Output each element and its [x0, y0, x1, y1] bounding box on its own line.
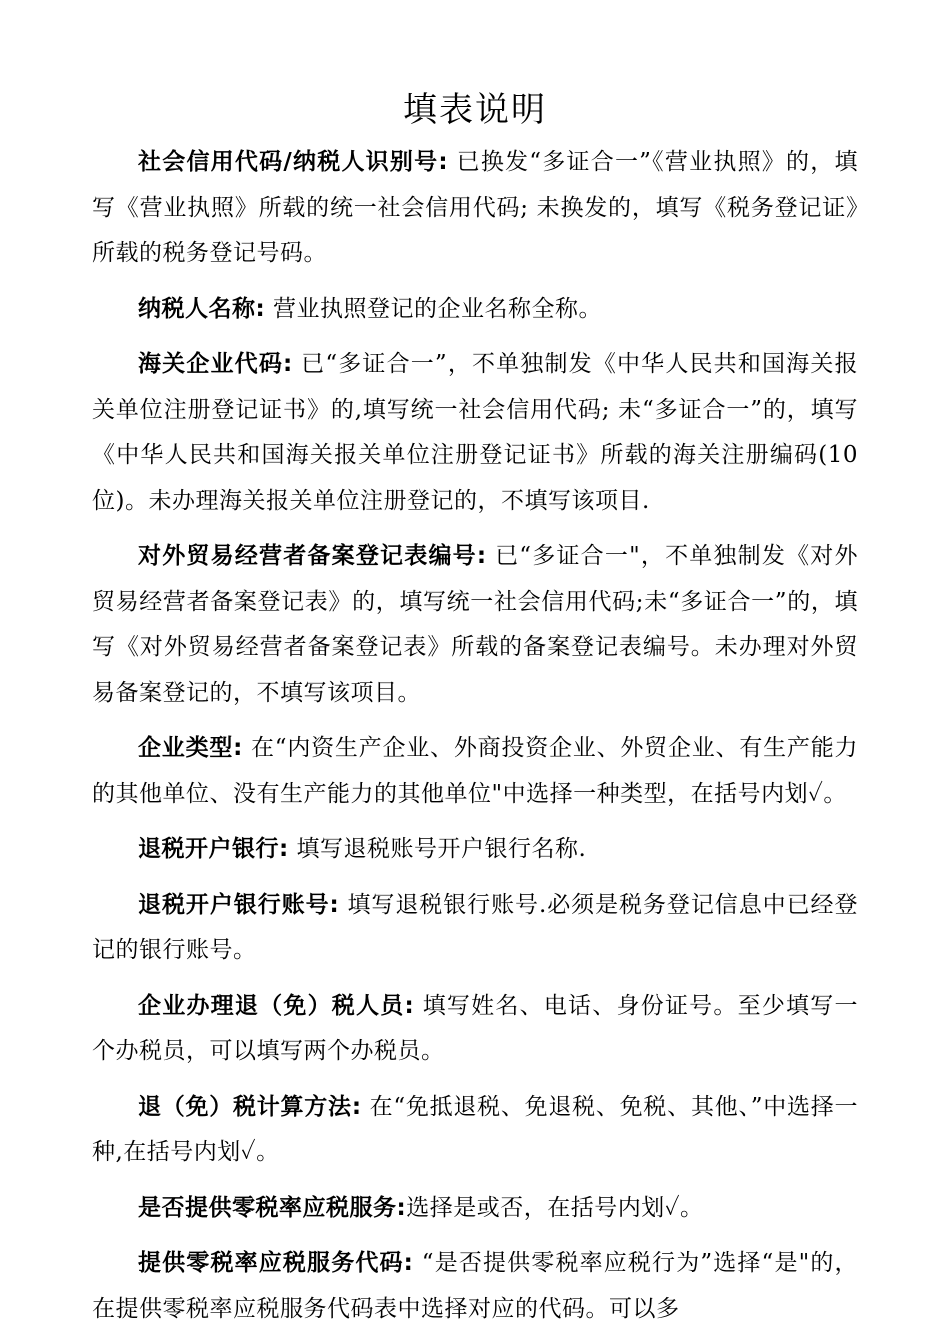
item-term: 是否提供零税率应税服务: — [138, 1194, 407, 1221]
item-term: 退税开户银行: — [138, 836, 289, 862]
item-text: 在“内资生产企业、外商投资企业、外贸企业、有生产能力的其他单位、没有生产能力的其他单位"中选择一种类型，在括号内划✓。 — [92, 735, 859, 807]
item-term: 对外贸易经营者备案登记表编号: — [138, 543, 487, 569]
item-credit-code — [92, 140, 858, 277]
item-term: 提供零税率应税服务代码: — [138, 1250, 414, 1276]
item-refund-bank — [92, 827, 858, 873]
item-enterprise-type — [92, 726, 858, 817]
item-calc-method — [92, 1085, 858, 1176]
item-text: “是否提供零税率应税行为”选择“是"的，在提供零税率应税服务代码表中选择对应的代码。可以多 — [92, 1250, 858, 1322]
item-text: 已“多证合一"，不单独制发《对外贸易经营者备案登记表》的，填写统一社会信用代码;未“多证合一”的，填写《对外贸易经营者备案登记表》所载的备案登记表编号。未办理对外贸易备案登记的，不填写该项目。 — [92, 543, 859, 706]
item-refund-account — [92, 883, 858, 974]
item-text: 已“多证合一”，不单独制发《中华人民共和国海关报关单位注册登记证书》的,填写统一社会信用代码; 未“多证合一”的，填写《中华人民共和国海关报关单位注册登记证书》所载的海关注册编码(10位)。未办理海关报关单位注册登记的，不填写该项目. — [92, 351, 859, 514]
item-customs-code — [92, 342, 858, 524]
item-text: 已换发“多证合一”《营业执照》的，填写《营业执照》所载的统一社会信用代码; 未换发的，填写《税务登记证》所载的税务登记号码。 — [92, 149, 858, 266]
page-title: 填表说明 — [403, 90, 547, 130]
item-text: 填写姓名、电话、身份证号。至少填写一个办税员，可以填写两个办税员。 — [92, 992, 859, 1064]
item-term: 纳税人名称: — [138, 295, 266, 322]
item-zero-rate-code — [92, 1241, 858, 1332]
item-term: 企业办理退（免）税人员: — [138, 992, 415, 1019]
item-term: 退税开户银行账号: — [138, 891, 340, 918]
item-text: 选择是或否，在括号内划✓。 — [406, 1194, 704, 1221]
item-taxpayer-name — [92, 287, 858, 333]
item-tax-staff — [92, 984, 858, 1075]
item-zero-rate-service — [92, 1186, 858, 1232]
item-term: 退（免）税计算方法: — [138, 1093, 362, 1120]
item-text: 填写退税银行账号.必须是税务登记信息中已经登记的银行账号。 — [92, 891, 859, 963]
item-text: 填写退税账号开户银行名称. — [288, 836, 587, 862]
item-trade-registration — [92, 534, 858, 716]
item-text: 在“免抵退税、免退税、免税、其他、”中选择一种,在括号内划✓。 — [92, 1093, 858, 1165]
item-term: 企业类型: — [138, 735, 243, 761]
item-term: 海关企业代码: — [138, 351, 293, 377]
item-text: 营业执照登记的企业名称全称。 — [265, 295, 603, 322]
item-term: 社会信用代码/纳税人识别号: — [138, 149, 449, 175]
